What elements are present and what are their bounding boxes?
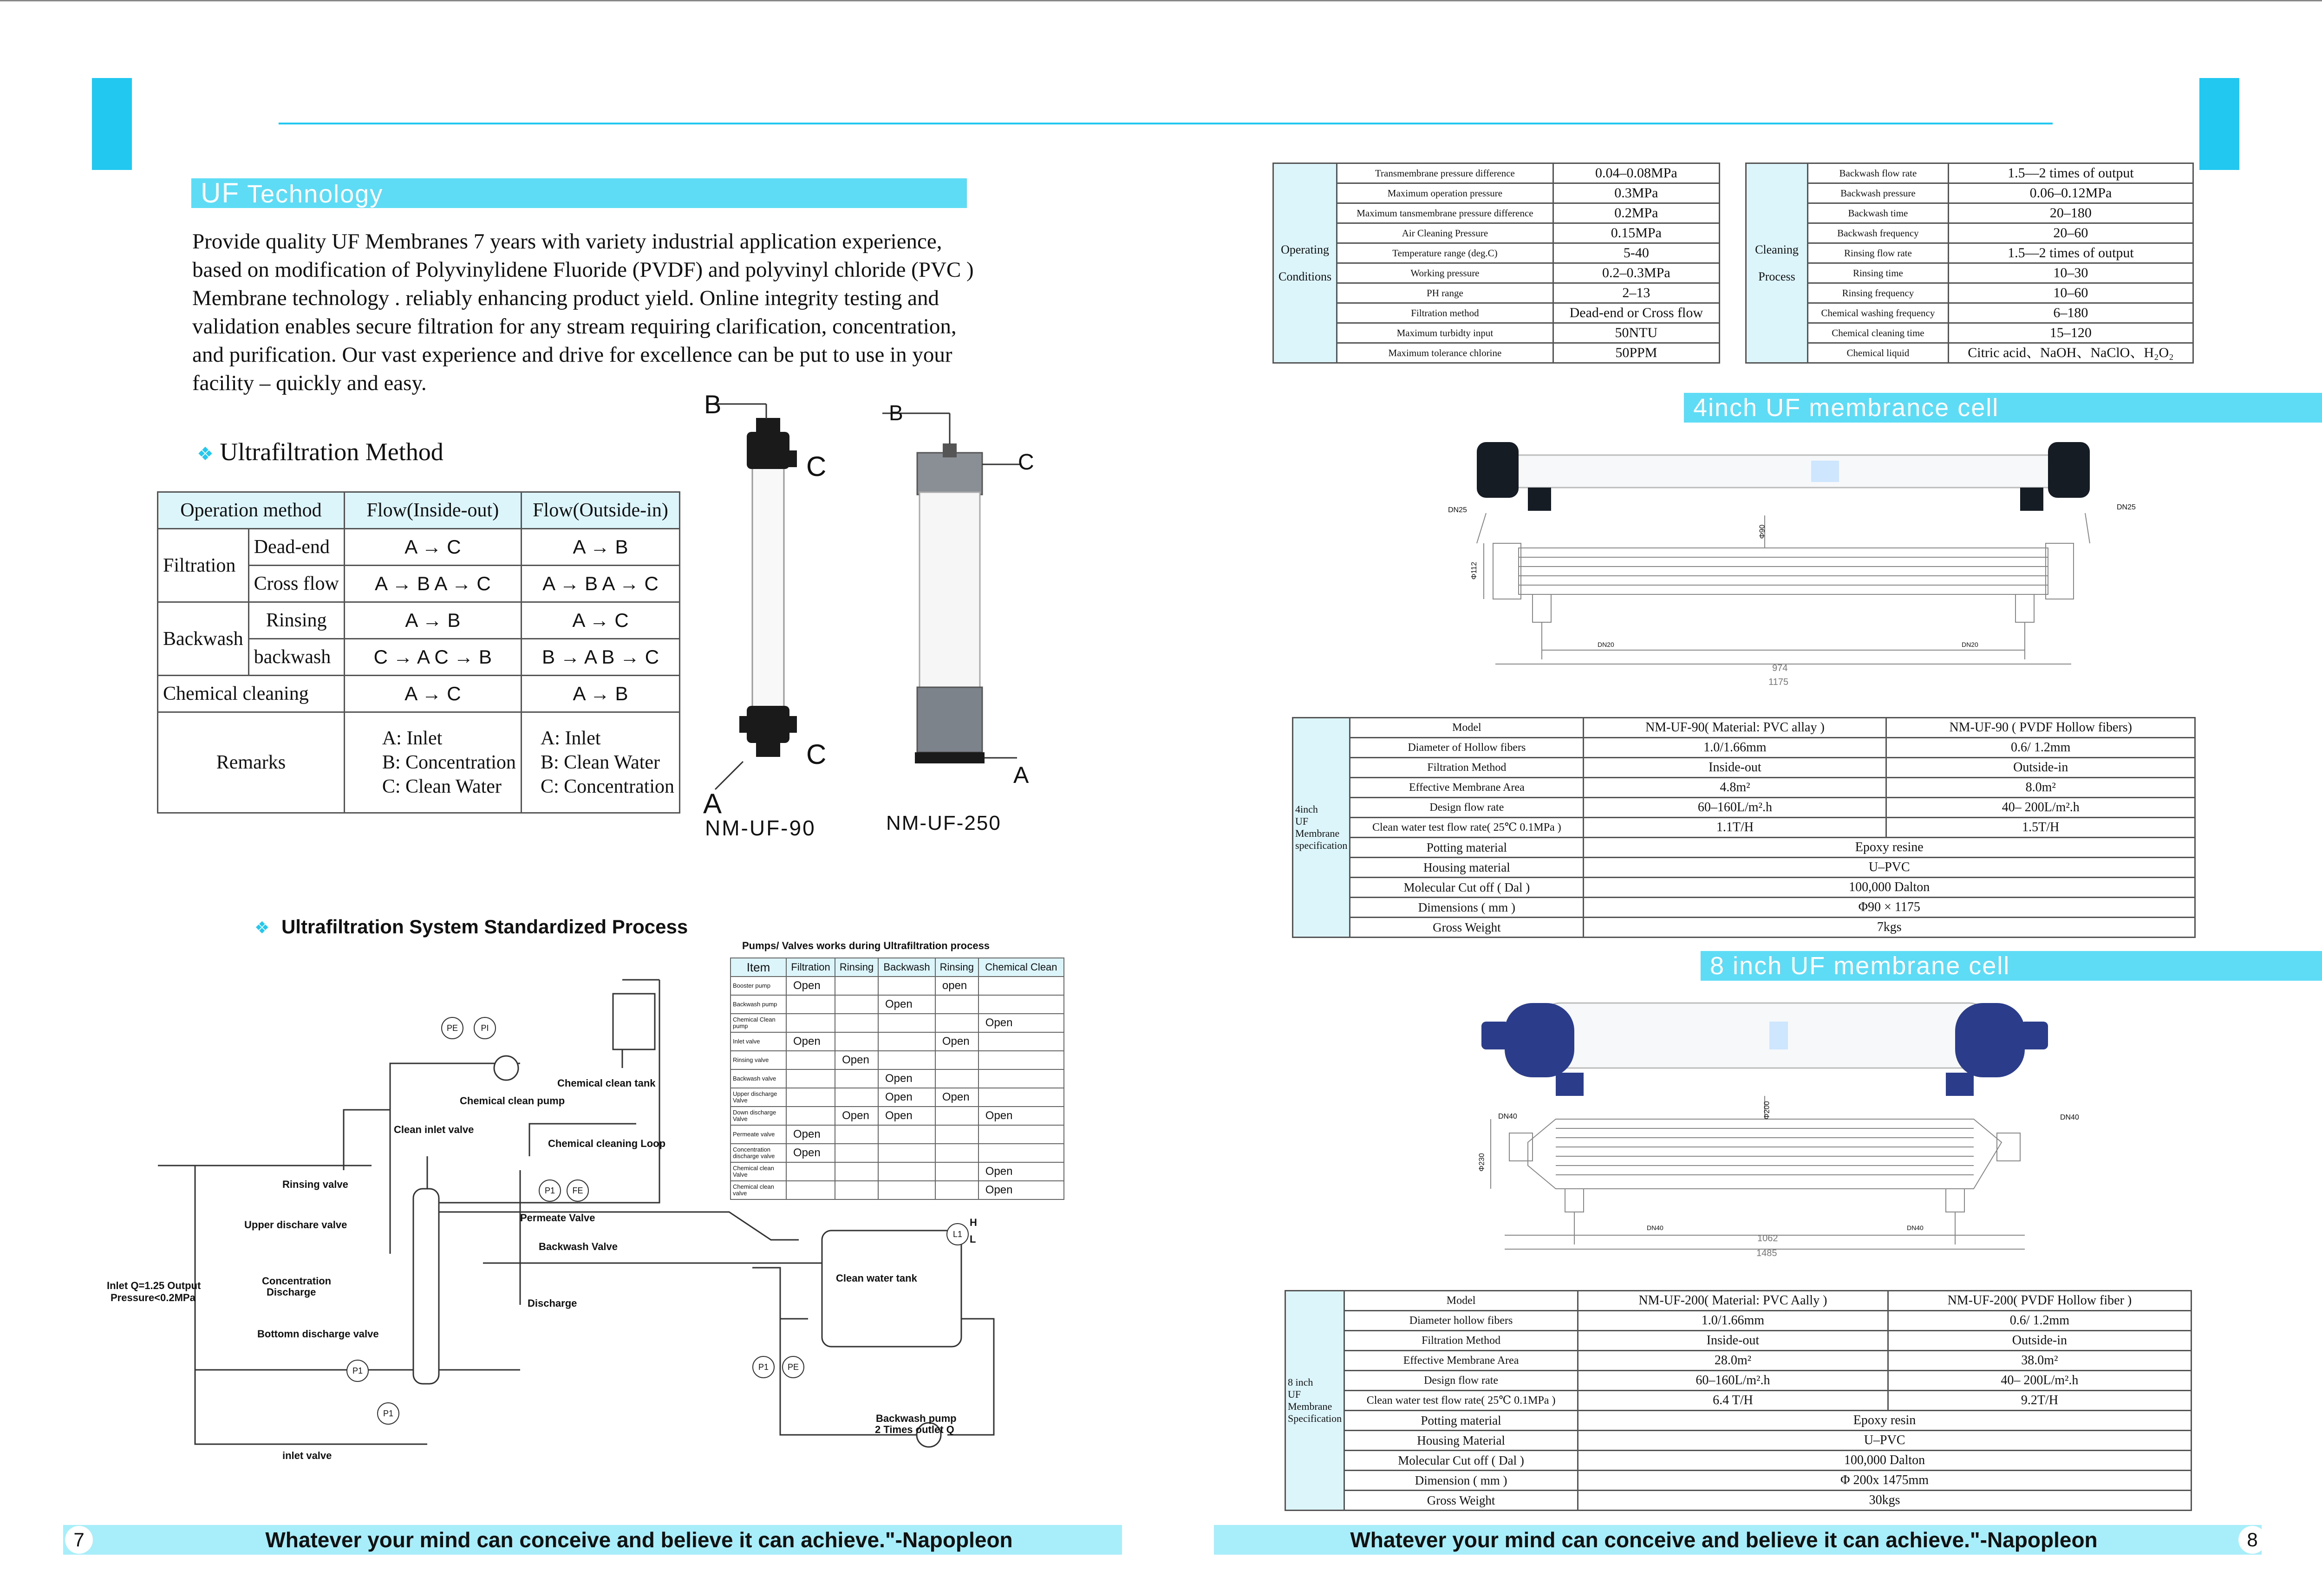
operating-row (1273, 183, 1720, 203)
dead-end-label: Dead-end (248, 529, 344, 566)
pump-cell: Open (978, 1107, 1064, 1125)
spec4-cell: NM-UF-90( Material: PVC allay ) (1584, 718, 1886, 738)
spec4-cell: Outside-in (1886, 758, 2195, 778)
8inch-cell-title: 8 inch UF membrane cell (1701, 951, 2322, 981)
label-a1: A (703, 788, 722, 819)
operating-row (1273, 163, 1720, 183)
spec4-shared-value: Φ90 × 1175 (1584, 898, 2195, 918)
operating-value: 0.2MPa (1553, 203, 1719, 223)
backwash-label: Backwash (158, 602, 249, 676)
spec4-row (1293, 718, 2195, 738)
pump-cell: Open (935, 1088, 978, 1107)
operating-param: Maximum tansmembrane pressure difference (1337, 203, 1553, 223)
inlet-q-label: Inlet Q=1.25 Output (107, 1280, 201, 1291)
chem-label: Chemical cleaning (158, 676, 345, 712)
chem-tank-label: Chemical clean tank (557, 1077, 656, 1089)
cleaning-value: 1.5—2 times of output (1948, 163, 2193, 183)
label-b1: B (704, 390, 722, 419)
right-footer: Whatever your mind can conceive and believe it can achieve."-Napopleon (1214, 1525, 2262, 1555)
pump-cell: open (935, 977, 978, 995)
cleaning-row (1746, 203, 2193, 223)
cleaning-param: Rinsing time (1808, 263, 1949, 283)
dn40-bottom-right: DN40 (1907, 1224, 1924, 1231)
spec4-shared-row (1293, 918, 2195, 938)
spec4-row (1293, 818, 2195, 838)
operating-param: Maximum turbidty input (1337, 323, 1553, 343)
chem-pump-label: Chemical clean pump (460, 1095, 565, 1107)
spec8-row (1285, 1391, 2192, 1411)
pump-header-cell: Filtration (786, 958, 835, 977)
p1-gauge-1: P1 (346, 1360, 369, 1382)
pump-header-cell: Backwash (878, 958, 935, 977)
operating-value: 0.15MPa (1553, 223, 1719, 243)
operating-value: 0.3MPa (1553, 183, 1719, 203)
spec4-cell: Diameter of Hollow fibers (1350, 738, 1584, 758)
pump-cell: Open (786, 1125, 835, 1144)
pump-table-title: Pumps/ Valves works during Ultrafiltration process (742, 940, 990, 951)
spec8-cell: Design flow rate (1344, 1371, 1578, 1391)
remarks-label: Remarks (158, 712, 345, 813)
dn40-right: DN40 (2060, 1114, 2079, 1121)
h-label: H (970, 1217, 977, 1228)
spec4-shared-value: 100,000 Dalton (1584, 878, 2195, 898)
rinsing-in: A → B (344, 602, 521, 639)
remarks-out: A: Inlet B: Clean Water C: Concentration (521, 712, 679, 813)
len-1175: 1175 (1768, 677, 1789, 687)
spec4-cell: 0.6/ 1.2mm (1886, 738, 2195, 758)
spec4-shared-param: Housing material (1350, 858, 1584, 878)
spec8-side-label: 8 inch UF Membrane Specification (1285, 1291, 1344, 1511)
dn20-left: DN20 (1598, 641, 1614, 648)
spec4-shared-value: U–PVC (1584, 858, 2195, 878)
cleaning-row (1746, 263, 2193, 283)
p1-gauge-2: P1 (377, 1402, 399, 1425)
operating-row (1273, 263, 1720, 283)
upper-discharge-label: Upper dischare valve (244, 1219, 347, 1231)
dn25-right: DN25 (2117, 503, 2136, 511)
spec8-cell: Clean water test flow rate( 25℃ 0.1MPa ) (1344, 1391, 1578, 1411)
spec8-shared-value: Epoxy resin (1578, 1411, 2192, 1431)
spec8-row (1285, 1351, 2192, 1371)
operating-value: 50NTU (1553, 323, 1719, 343)
spec4-cell: 1.5T/H (1886, 818, 2195, 838)
cleaning-value: 10–30 (1948, 263, 2193, 283)
intro-line: Provide quality UF Membranes 7 years with variety industrial application experience, (192, 229, 942, 254)
pe-gauge-1: PE (441, 1017, 463, 1039)
uf250-label: NM-UF-250 (886, 812, 1001, 834)
spec8-cell: Outside-in (1888, 1331, 2191, 1351)
pump-cell: Open (786, 1032, 835, 1051)
spec4-shared-row (1293, 898, 2195, 918)
spec4-cell: NM-UF-90 ( PVDF Hollow fibers) (1886, 718, 2195, 738)
pump-cell: Open (878, 995, 935, 1014)
spec8-cell: 28.0m² (1578, 1351, 1888, 1371)
spec8-shared-row (1285, 1491, 2192, 1511)
4inch-cell-title: 4inch UF membrance cell (1684, 393, 2322, 423)
spec8-row (1285, 1311, 2192, 1331)
spec8-shared-value: U–PVC (1578, 1431, 2192, 1451)
discharge-label: Discharge (267, 1286, 316, 1298)
cleaning-value: 1.5—2 times of output (1948, 243, 2193, 263)
spec4-cell: 1.0/1.66mm (1584, 738, 1886, 758)
intro-paragraph (192, 228, 1075, 397)
8inch-module-drawing (1463, 984, 2136, 1272)
cleaning-param: Chemical washing frequency (1808, 303, 1949, 323)
intro-line: Membrane technology . reliably enhancing product yield. Online integrity testing and (192, 286, 939, 310)
operating-row (1273, 203, 1720, 223)
pump-cell: Chemical Clean pump (731, 1014, 786, 1032)
clean-tank-label: Clean water tank (836, 1272, 917, 1284)
module-uf250 (873, 399, 1059, 840)
process-flow-lines-icon (102, 971, 1031, 1481)
spec8-shared-row (1285, 1411, 2192, 1431)
operating-side-label: Operating Conditions (1273, 163, 1337, 363)
spec4-row (1293, 738, 2195, 758)
backwash-out: B → A B → C (521, 639, 679, 676)
backwash-pump-label: Backwash pump (876, 1413, 957, 1424)
technology-word: Technology (247, 180, 384, 208)
cleaning-row (1746, 163, 2193, 183)
pump-cell: Open (978, 1162, 1064, 1181)
diamond-icon: ❖ (197, 443, 214, 464)
spec4-shared-row (1293, 838, 2195, 858)
pump-cell: Open (878, 1107, 935, 1125)
spec8-cell: Model (1344, 1291, 1578, 1311)
pump-header-cell: Chemical Clean (978, 958, 1064, 977)
uf-technology-title (191, 178, 967, 208)
spec8-shared-param: Gross Weight (1344, 1491, 1578, 1511)
spec8-cell: Filtration Method (1344, 1331, 1578, 1351)
cleaning-process-table (1745, 163, 2194, 364)
spec4-cell: 4.8m² (1584, 778, 1886, 798)
header-operation: Operation method (158, 492, 345, 529)
rinsing-valve-label: Rinsing valve (282, 1179, 348, 1190)
spec8-cell: 60–160L/m².h (1578, 1371, 1888, 1391)
spec8-shared-value: 30kgs (1578, 1491, 2192, 1511)
cleaning-side-label: Cleaning Process (1746, 163, 1808, 363)
cleaning-row (1746, 343, 2193, 363)
label-b2: B (889, 401, 903, 425)
left-footer: Whatever your mind can conceive and believe it can achieve."-Napopleon (63, 1525, 1122, 1555)
pump-cell: Booster pump (731, 977, 786, 995)
operating-param: Maximum tolerance chlorine (1337, 343, 1553, 363)
pump-header-cell: Item (731, 958, 786, 977)
process-diagram (102, 971, 1031, 1481)
operating-value: Dead-end or Cross flow (1553, 303, 1719, 323)
spec8-cell: 40– 200L/m².h (1888, 1371, 2191, 1391)
operating-param: Filtration method (1337, 303, 1553, 323)
pump-header-cell: Rinsing (935, 958, 978, 977)
spec8-cell: 0.6/ 1.2mm (1888, 1311, 2191, 1331)
cleaning-param: Chemical liquid (1808, 343, 1949, 363)
pump-cell: Chemical clean valve (731, 1181, 786, 1199)
spec4-shared-value: Epoxy resine (1584, 838, 2195, 858)
l1-sensor: L1 (946, 1223, 969, 1245)
spec4-cell: 8.0m² (1886, 778, 2195, 798)
operating-param: Maximum operation pressure (1337, 183, 1553, 203)
spec8-cell: 1.0/1.66mm (1578, 1311, 1888, 1331)
backwash-valve-label: Backwash Valve (539, 1241, 618, 1252)
spec8-row (1285, 1331, 2192, 1351)
pump-cell: Open (835, 1051, 878, 1069)
4inch-module-drawing (1440, 436, 2136, 697)
cleaning-row (1746, 303, 2193, 323)
operating-param: Air Cleaning Pressure (1337, 223, 1553, 243)
pressure-label: Pressure<0.2MPa (111, 1292, 196, 1303)
discharge2-label: Discharge (528, 1297, 577, 1309)
spec8-shared-row (1285, 1451, 2192, 1471)
cleaning-param: Chemical cleaning time (1808, 323, 1949, 343)
cleaning-param: Backwash frequency (1808, 223, 1949, 243)
cleaning-param: Rinsing flow rate (1808, 243, 1949, 263)
spec4-cell: 60–160L/m².h (1584, 798, 1886, 818)
page-number-7: 7 (65, 1526, 93, 1554)
module-uf90 (697, 381, 836, 840)
spec4-cell: 1.1T/H (1584, 818, 1886, 838)
cleaning-row (1746, 183, 2193, 203)
p1-gauge-3: P1 (539, 1179, 561, 1202)
spec4-shared-row (1293, 858, 2195, 878)
len-974: 974 (1772, 663, 1788, 673)
remarks-in: A: Inlet B: Concentration C: Clean Water (344, 712, 521, 813)
dead-end-out: A → B (521, 529, 679, 566)
diamond-icon-2: ❖ (254, 918, 270, 937)
spec8-cell: 38.0m² (1888, 1351, 2191, 1371)
pump-cell: Open (978, 1181, 1064, 1199)
spec8-cell: Inside-out (1578, 1331, 1888, 1351)
spec8-shared-param: Potting material (1344, 1411, 1578, 1431)
cleaning-value: Citric acid、NaOH、NaClO、H₂O₂ (1948, 343, 2193, 363)
pump-cell: Permeate valve (731, 1125, 786, 1144)
page-top-border (0, 0, 2322, 1)
spec8-cell: 6.4 T/H (1578, 1391, 1888, 1411)
cleaning-row (1746, 223, 2193, 243)
rinsing-out: A → C (521, 602, 679, 639)
spec8-shared-param: Molecular Cut off ( Dal ) (1344, 1451, 1578, 1471)
cleaning-value: 20–180 (1948, 203, 2193, 223)
label-a2: A (1013, 762, 1029, 788)
pump-cell: Open (786, 977, 835, 995)
bottom-discharge-label: Bottomn discharge valve (257, 1328, 379, 1340)
cleaning-param: Backwash flow rate (1808, 163, 1949, 183)
intro-line: validation enables secure filtration for any stream requiring clarification, concentration, (192, 314, 957, 339)
pump-cell: Inlet valve (731, 1032, 786, 1051)
label-c3: C (1018, 450, 1034, 475)
cross-flow-label: Cross flow (248, 566, 344, 602)
left-accent-bar (92, 78, 132, 170)
ultrafiltration-method-table (157, 491, 680, 814)
dn25-left: DN25 (1448, 506, 1467, 514)
spec8-shared-value: 100,000 Dalton (1578, 1451, 2192, 1471)
filtration-label: Filtration (158, 529, 249, 602)
spec4-row (1293, 798, 2195, 818)
operating-value: 5-40 (1553, 243, 1719, 263)
pump-cell: Concentration discharge valve (731, 1144, 786, 1162)
spec4-row (1293, 758, 2195, 778)
spec4-cell: Inside-out (1584, 758, 1886, 778)
permeate-label: Permeate Valve (520, 1212, 595, 1224)
spec8-cell: NM-UF-200( PVDF Hollow fiber ) (1888, 1291, 2191, 1311)
operating-param: Working pressure (1337, 263, 1553, 283)
spec8-shared-row (1285, 1431, 2192, 1451)
dn20-right: DN20 (1962, 641, 1978, 648)
cleaning-value: 20–60 (1948, 223, 2193, 243)
operating-value: 50PPM (1553, 343, 1719, 363)
l-label: L (970, 1233, 976, 1245)
spec4-row (1293, 778, 2195, 798)
pump-cell: Backwash valve (731, 1069, 786, 1088)
cross-in: A → B A → C (344, 566, 521, 602)
header-outside-in: Flow(Outside-in) (521, 492, 679, 529)
spec8-cell: Diameter hollow fibers (1344, 1311, 1578, 1331)
spec8-cell: Effective Membrane Area (1344, 1351, 1578, 1371)
8inch-membrane-icon (1463, 984, 2136, 1272)
spec8-shared-param: Housing Material (1344, 1431, 1578, 1451)
spec4-shared-param: Gross Weight (1350, 918, 1584, 938)
operating-row (1273, 343, 1720, 363)
spec4-shared-param: Dimensions ( mm ) (1350, 898, 1584, 918)
spec4-side-label: 4inch UF Membrane specification (1293, 718, 1350, 938)
pump-cell: Rinsing valve (731, 1051, 786, 1069)
clean-inlet-label: Clean inlet valve (394, 1124, 474, 1135)
d230-label: Φ230 (1478, 1153, 1486, 1172)
dn40-left: DN40 (1498, 1113, 1517, 1120)
fe-gauge: FE (567, 1179, 589, 1202)
p1-gauge-4: P1 (752, 1356, 775, 1378)
chem-in: A → C (344, 676, 521, 712)
pe-gauge-2: PE (782, 1356, 804, 1378)
uf90-label: NM-UF-90 (705, 816, 816, 840)
concentration-label: Concentration (262, 1275, 332, 1287)
operating-row (1273, 243, 1720, 263)
d90-label: Φ90 (1758, 524, 1767, 539)
spec4-cell: 40– 200L/m².h (1886, 798, 2195, 818)
spec4-shared-value: 7kgs (1584, 918, 2195, 938)
times-outlet-label: 2 Times outlet Q (875, 1424, 954, 1435)
pump-header-cell: Rinsing (835, 958, 878, 977)
uf-prefix: UF (201, 177, 240, 208)
4inch-membrane-icon (1440, 436, 2136, 697)
d200-label: Φ200 (1763, 1101, 1771, 1120)
operating-value: 2–13 (1553, 283, 1719, 303)
page-number-8: 8 (2238, 1526, 2266, 1554)
operating-param: Transmembrane pressure difference (1337, 163, 1553, 183)
spec4-shared-param: Molecular Cut off ( Dal ) (1350, 878, 1584, 898)
dn40-bottom-left: DN40 (1647, 1224, 1663, 1231)
spec4-cell: Clean water test flow rate( 25℃ 0.1MPa ) (1350, 818, 1584, 838)
cross-out: A → B A → C (521, 566, 679, 602)
pump-cell: Open (878, 1069, 935, 1088)
intro-line: facility – quickly and easy. (192, 371, 427, 395)
len-1062: 1062 (1757, 1233, 1778, 1244)
pump-cell: Down discharge Valve (731, 1107, 786, 1125)
cleaning-param: Backwash pressure (1808, 183, 1949, 203)
inlet-valve-label: inlet valve (282, 1450, 332, 1461)
ultrafiltration-method-heading: ❖ Ultrafiltration Method (197, 438, 444, 466)
operating-row (1273, 223, 1720, 243)
process-heading: ❖ Ultrafiltration System Standardized Process (254, 916, 688, 938)
pump-cell: Open (878, 1088, 935, 1107)
dead-end-in: A → C (344, 529, 521, 566)
spec8-cell: 9.2T/H (1888, 1391, 2191, 1411)
len-1485: 1485 (1756, 1248, 1777, 1258)
pump-cell: Open (786, 1144, 835, 1162)
label-c1: C (806, 451, 827, 482)
spec4-cell: Filtration Method (1350, 758, 1584, 778)
cleaning-param: Backwash time (1808, 203, 1949, 223)
intro-line: based on modification of Polyvinylidene Fluoride (PVDF) and polyvinyl chloride (PVC ) (192, 258, 974, 282)
top-rule (279, 123, 2053, 124)
pump-cell: Open (978, 1014, 1064, 1032)
cleaning-value: 6–180 (1948, 303, 2193, 323)
operating-param: PH range (1337, 283, 1553, 303)
cleaning-row (1746, 323, 2193, 343)
operating-row (1273, 303, 1720, 323)
backwash-in: C → A C → B (344, 639, 521, 676)
pump-cell: Chemical clean Valve (731, 1162, 786, 1181)
cleaning-row (1746, 243, 2193, 263)
spec4-shared-row (1293, 878, 2195, 898)
operating-row (1273, 283, 1720, 303)
chem-loop-label: Chemical cleaning Loop (548, 1138, 666, 1149)
operating-value: 0.2–0.3MPa (1553, 263, 1719, 283)
pump-cell: Open (935, 1032, 978, 1051)
pump-cell: Upper discharge Valve (731, 1088, 786, 1107)
d112-label: Φ112 (1470, 561, 1479, 580)
spec8-row (1285, 1371, 2192, 1391)
cleaning-value: 0.06–0.12MPa (1948, 183, 2193, 203)
spec8-shared-value: Φ 200x 1475mm (1578, 1471, 2192, 1491)
pump-cell: Backwash pump (731, 995, 786, 1014)
spec4-cell: Effective Membrane Area (1350, 778, 1584, 798)
cleaning-value: 10–60 (1948, 283, 2193, 303)
operating-conditions-table (1272, 163, 1720, 364)
intro-line: and purification. Our vast experience and drive for excellence can be put to use in your (192, 343, 952, 367)
pi-gauge: PI (474, 1017, 496, 1039)
cleaning-row (1746, 283, 2193, 303)
backwash-sub-label: backwash (248, 639, 344, 676)
right-accent-bar (2199, 78, 2239, 170)
header-inside-out: Flow(Inside-out) (344, 492, 521, 529)
rinsing-label: Rinsing (248, 602, 344, 639)
pump-cell: Open (835, 1107, 878, 1125)
spec8-shared-row (1285, 1471, 2192, 1491)
spec4-cell: Model (1350, 718, 1584, 738)
spec4-shared-param: Potting material (1350, 838, 1584, 858)
operating-row (1273, 323, 1720, 343)
label-c2: C (806, 739, 827, 770)
spec8-cell: NM-UF-200( Material: PVC Aally ) (1578, 1291, 1888, 1311)
spec-4inch-table (1292, 717, 2196, 938)
operating-value: 0.04–0.08MPa (1553, 163, 1719, 183)
operating-param: Temperature range (deg.C) (1337, 243, 1553, 263)
cleaning-value: 15–120 (1948, 323, 2193, 343)
spec8-row (1285, 1291, 2192, 1311)
spec4-cell: Design flow rate (1350, 798, 1584, 818)
spec-8inch-table (1285, 1290, 2192, 1511)
spec8-shared-param: Dimension ( mm ) (1344, 1471, 1578, 1491)
cleaning-param: Rinsing frequency (1808, 283, 1949, 303)
chem-out: A → B (521, 676, 679, 712)
